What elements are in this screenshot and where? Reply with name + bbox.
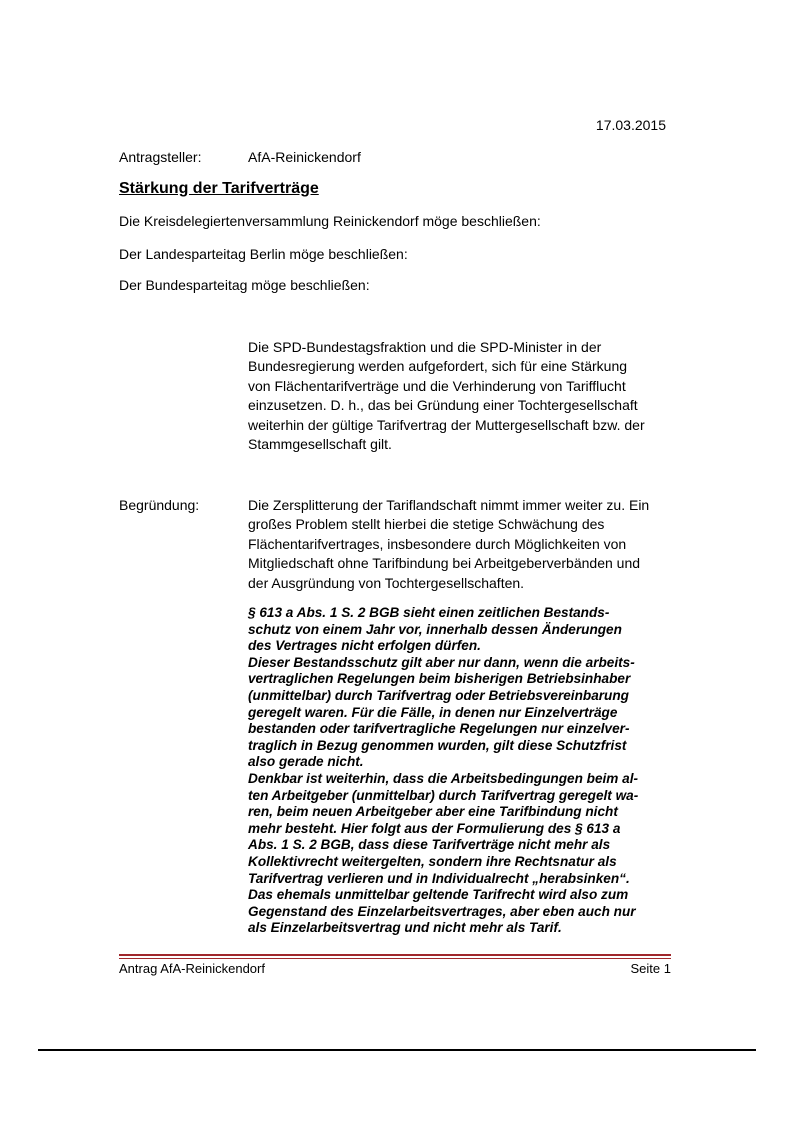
legal-line: als Einzelarbeitsvertrag und nicht mehr als Tarif. (248, 920, 562, 936)
legal-line: Denkbar ist weiterhin, dass die Arbeitsbedingungen beim al- (248, 770, 639, 786)
resolution-line-district: Die Kreisdelegiertenversammlung Reinickendorf möge beschließen: (119, 213, 541, 229)
legal-line: bestanden oder tarifvertragliche Regelungen nur einzelver- (248, 721, 630, 737)
reason-line: Die Zersplitterung der Tariflandschaft nimmt immer weiter zu. Ein (248, 497, 650, 513)
legal-line: § 613 a Abs. 1 S. 2 BGB sieht einen zeitlichen Bestands- (248, 605, 610, 620)
legal-line: Abs. 1 S. 2 BGB, dass diese Tarifverträge nicht mehr als (248, 837, 611, 853)
resolution-line-state: Der Landesparteitag Berlin möge beschließen: (119, 246, 408, 262)
footer-rule-thin (119, 958, 671, 959)
applicant-label: Antragsteller: (119, 149, 202, 165)
legal-line: mehr besteht. Hier folgt aus der Formulierung des § 613 a (248, 820, 621, 836)
legal-explanation (248, 605, 678, 937)
document-title: Stärkung der Tarifverträge (119, 180, 319, 197)
legal-line: Dieser Bestandsschutz gilt aber nur dann, wenn die arbeits- (248, 654, 635, 670)
legal-line: Kollektivrecht weitergelten, sondern ihre Rechtsnatur als (248, 853, 617, 869)
page-number: Seite 1 (630, 961, 671, 976)
legal-line: Tarifvertrag verlieren und in Individualrecht „herabsinken“. (248, 870, 630, 886)
footer-rule (119, 954, 671, 956)
motion-line: weiterhin der gültige Tarifvertrag der Muttergesellschaft bzw. der (248, 416, 645, 433)
motion-text (248, 338, 678, 454)
applicant-value: AfA-Reinickendorf (248, 149, 361, 165)
legal-line: schutz von einem Jahr vor, innerhalb dessen Änderungen (248, 621, 622, 637)
reason-label: Begründung: (119, 497, 200, 513)
reason-line: großes Problem stellt hierbei die stetige Schwächung des (248, 516, 605, 533)
motion-line: von Flächentarifverträge und die Verhinderung von Tarifflucht (248, 377, 626, 394)
page-bottom-divider (38, 1049, 756, 1051)
document-date: 17.03.2015 (595, 117, 666, 133)
resolution-line-federal: Der Bundesparteitag möge beschließen: (119, 277, 370, 293)
legal-line: ten Arbeitgeber (unmittelbar) durch Tarifvertrag geregelt wa- (248, 787, 639, 803)
reason-line: Flächentarifvertrages, insbesondere durch Möglichkeiten von (248, 535, 627, 552)
legal-line: Das ehemals unmittelbar geltende Tarifrecht wird also zum (248, 887, 629, 903)
legal-line: (unmittelbar) durch Tarifvertrag oder Betriebsvereinbarung (248, 687, 629, 703)
motion-line: Stammgesellschaft gilt. (248, 436, 392, 453)
motion-line: einzusetzen. D. h., das bei Gründung einer Tochtergesellschaft (248, 397, 638, 414)
motion-line: Die SPD-Bundestagsfraktion und die SPD-Minister in der (248, 339, 602, 355)
legal-line: Gegenstand des Einzelarbeitsvertrages, aber eben auch nur (248, 903, 636, 919)
reason-text (248, 496, 678, 593)
legal-line: des Vertrages nicht erfolgen dürfen. (248, 638, 481, 654)
legal-line: traglich in Bezug genommen wurden, gilt diese Schutzfrist (248, 737, 627, 753)
reason-line: der Ausgründung von Tochtergesellschaften. (248, 574, 525, 591)
legal-line: vertraglichen Regelungen beim bisherigen Betriebsinhaber (248, 671, 631, 687)
footer-label: Antrag AfA-Reinickendorf (119, 961, 265, 976)
legal-line: geregelt waren. Für die Fälle, in denen nur Einzelverträge (248, 704, 618, 720)
legal-line: ren, beim neuen Arbeitgeber aber eine Tarifbindung nicht (248, 804, 618, 820)
motion-line: Bundesregierung werden aufgefordert, sich für eine Stärkung (248, 358, 628, 375)
legal-line: also gerade nicht. (248, 754, 364, 770)
reason-line: Mitgliedschaft ohne Tarifbindung bei Arbeitgeberverbänden und (248, 555, 641, 572)
